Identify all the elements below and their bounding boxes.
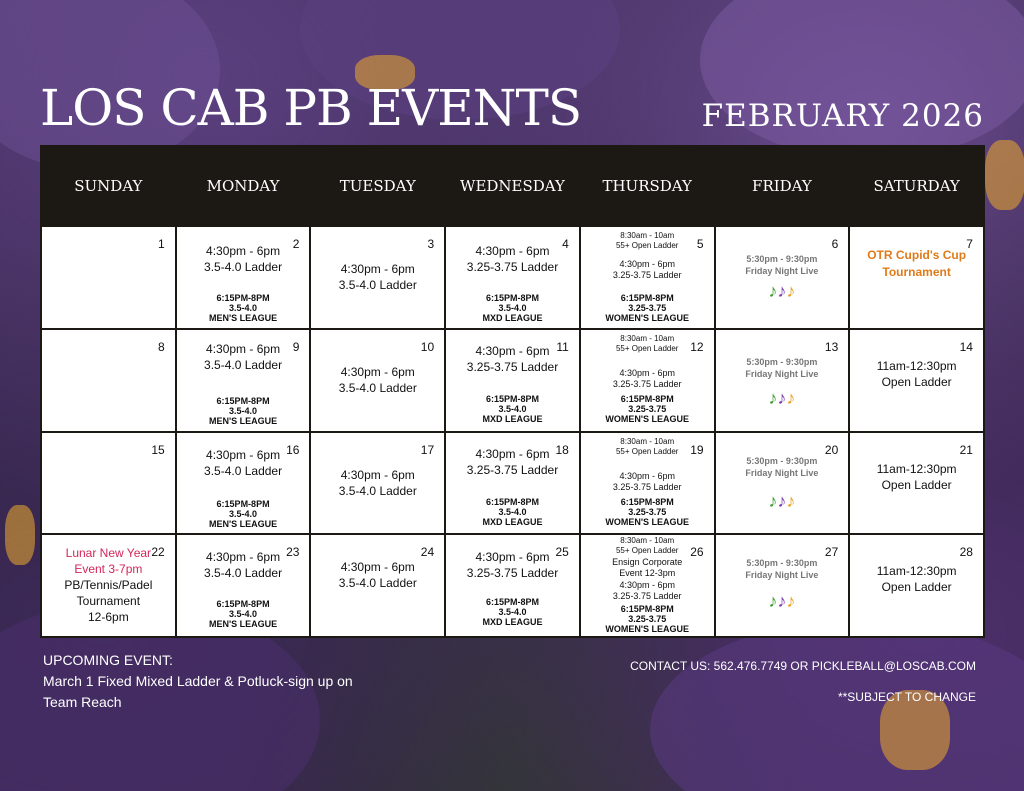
day-cell-28 xyxy=(850,535,983,636)
day-number: 9 xyxy=(292,339,300,354)
contact-info xyxy=(630,651,976,713)
day-cell-26 xyxy=(581,535,714,636)
day-cell-17 xyxy=(311,433,444,534)
disclaimer-text: **SUBJECT TO CHANGE xyxy=(837,690,976,704)
league-event: 6:15PM-8PM 3.5-4.0 MXD LEAGUE xyxy=(482,393,543,424)
ladder-event: 4:30pm - 6pm 3.25-3.75 Ladder xyxy=(466,244,559,274)
ladder-event: 4:30pm - 6pm 3.25-3.75 Ladder xyxy=(612,367,682,389)
day-cell-19 xyxy=(581,433,714,534)
day-number: 25 xyxy=(555,545,569,560)
day-number: 28 xyxy=(959,545,973,560)
league-event: 6:15PM-8PM 3.5-4.0 MXD LEAGUE xyxy=(482,496,543,527)
day-cell-24 xyxy=(311,535,444,636)
ladder-event: 4:30pm - 6pm 3.5-4.0 Ladder xyxy=(338,262,417,292)
ladder-event: 4:30pm - 6pm 3.5-4.0 Ladder xyxy=(204,447,283,478)
ladder-event: 4:30pm - 6pm 3.25-3.75 Ladder xyxy=(466,550,559,581)
day-header-saturday: SATURDAY xyxy=(850,147,983,225)
day-number: 19 xyxy=(690,442,704,457)
friday-night-live-event: 5:30pm - 9:30pm Friday Night Live xyxy=(745,455,819,478)
corporate-event: Ensign Corporate Event 12-3pm xyxy=(612,557,683,579)
day-number: 13 xyxy=(824,339,839,354)
ladder-event: 4:30pm - 6pm 3.25-3.75 Ladder xyxy=(612,470,682,492)
day-number: 24 xyxy=(420,545,435,560)
ladder-event: 4:30pm - 6pm 3.25-3.75 Ladder xyxy=(466,343,559,374)
ladder-event: 4:30pm - 6pm 3.5-4.0 Ladder xyxy=(338,364,417,395)
league-event: 6:15PM-8PM 3.5-4.0 MXD LEAGUE xyxy=(482,597,543,628)
day-number: 18 xyxy=(555,442,569,457)
open-ladder-event: 11am-12:30pm Open Ladder xyxy=(876,461,957,492)
music-notes-icon: ♪♪♪ xyxy=(768,490,796,511)
day-number: 12 xyxy=(690,339,704,354)
ladder-event: 4:30pm - 6pm 3.5-4.0 Ladder xyxy=(204,341,283,372)
day-number: 15 xyxy=(151,442,165,457)
friday-night-live-event: 5:30pm - 9:30pm Friday Night Live xyxy=(745,254,819,276)
day-header-friday: FRIDAY xyxy=(716,147,849,225)
day-number: 4 xyxy=(562,237,569,251)
tournament-event: OTR Cupid's Cup Tournament xyxy=(867,248,967,279)
flower-stamen-decoration xyxy=(985,140,1024,210)
open-ladder-event: 11am-12:30pm Open Ladder xyxy=(876,358,957,389)
league-event: 6:15PM-8PM 3.5-4.0 MXD LEAGUE xyxy=(482,293,543,323)
day-number: 2 xyxy=(292,237,300,251)
music-notes-icon: ♪♪♪ xyxy=(768,591,796,612)
league-event: 6:15PM-8PM 3.5-4.0 MEN'S LEAGUE xyxy=(208,395,278,426)
day-cell-3 xyxy=(311,227,444,328)
day-cell-27 xyxy=(716,535,849,636)
day-number: 23 xyxy=(286,545,300,560)
ladder-event: 4:30pm - 6pm 3.25-3.75 Ladder xyxy=(466,446,559,477)
month-title: FEBRUARY 2026 xyxy=(701,98,984,134)
day-number: 8 xyxy=(158,339,165,354)
ladder-event: 4:30pm - 6pm 3.5-4.0 Ladder xyxy=(204,550,283,581)
day-number: 22 xyxy=(151,545,165,560)
day-number: 14 xyxy=(959,339,973,354)
day-header-wednesday: WEDNESDAY xyxy=(446,147,579,225)
day-number: 11 xyxy=(556,339,569,354)
day-cell-14 xyxy=(850,330,983,431)
upcoming-text: March 1 Fixed Mixed Ladder & Potluck-sign up on Team Reach xyxy=(43,673,353,710)
day-header-monday: MONDAY xyxy=(177,147,310,225)
day-cell-25 xyxy=(446,535,579,636)
ladder-event: 4:30pm - 6pm 3.5-4.0 Ladder xyxy=(338,467,417,498)
day-cell-13 xyxy=(716,330,849,431)
league-event: 6:15PM-8PM 3.25-3.75 WOMEN'S LEAGUE xyxy=(605,293,690,323)
day-cell-11 xyxy=(446,330,579,431)
day-header-sunday: SUNDAY xyxy=(42,147,175,225)
day-cell-9 xyxy=(177,330,310,431)
day-number: 3 xyxy=(427,237,435,251)
upcoming-event xyxy=(43,650,363,713)
day-number: 20 xyxy=(824,442,839,457)
day-header-tuesday: TUESDAY xyxy=(311,147,444,225)
day-number: 27 xyxy=(824,545,839,560)
day-cell-7 xyxy=(850,227,983,328)
contact-text: CONTACT US: 562.476.7749 OR PICKLEBALL@LOSCAB.COM xyxy=(630,659,976,673)
league-event: 6:15PM-8PM 3.25-3.75 WOMEN'S LEAGUE xyxy=(605,393,690,424)
day-number: 21 xyxy=(959,442,973,457)
music-notes-icon: ♪♪♪ xyxy=(768,387,796,408)
day-number: 16 xyxy=(286,442,300,457)
league-event: 6:15PM-8PM 3.5-4.0 MEN'S LEAGUE xyxy=(208,599,278,630)
league-event: 6:15PM-8PM 3.5-4.0 MEN'S LEAGUE xyxy=(208,498,278,529)
league-event: 6:15PM-8PM 3.25-3.75 WOMEN'S LEAGUE xyxy=(605,604,690,635)
open-ladder-event: 8:30am - 10am 55+ Open Ladder xyxy=(615,231,679,250)
friday-night-live-event: 5:30pm - 9:30pm Friday Night Live xyxy=(745,356,819,379)
day-cell-1 xyxy=(42,227,175,328)
day-cell-10 xyxy=(311,330,444,431)
flower-stamen-decoration xyxy=(5,505,35,565)
day-cell-8 xyxy=(42,330,175,431)
day-cell-6 xyxy=(716,227,849,328)
day-cell-5 xyxy=(581,227,714,328)
day-cell-18 xyxy=(446,433,579,534)
day-cell-2 xyxy=(177,227,310,328)
page-title: LOS CAB PB EVENTS xyxy=(40,79,582,137)
day-cell-12 xyxy=(581,330,714,431)
league-event: 6:15PM-8PM 3.25-3.75 WOMEN'S LEAGUE xyxy=(605,496,690,527)
friday-night-live-event: 5:30pm - 9:30pm Friday Night Live xyxy=(745,558,819,581)
day-number: 5 xyxy=(696,237,704,251)
day-cell-4 xyxy=(446,227,579,328)
open-ladder-event: 8:30am - 10am 55+ Open Ladder xyxy=(615,333,679,353)
day-cell-20 xyxy=(716,433,849,534)
ladder-event: 4:30pm - 6pm 3.25-3.75 Ladder xyxy=(612,259,682,280)
open-ladder-event: 8:30am - 10am 55+ Open Ladder xyxy=(615,436,679,456)
upcoming-label: UPCOMING EVENT: xyxy=(43,652,173,668)
day-cell-16 xyxy=(177,433,310,534)
day-cell-21 xyxy=(850,433,983,534)
day-number: 1 xyxy=(158,237,165,251)
music-notes-icon: ♪♪♪ xyxy=(768,281,796,301)
league-event: 6:15PM-8PM 3.5-4.0 MEN'S LEAGUE xyxy=(208,293,278,323)
day-cell-23 xyxy=(177,535,310,636)
day-header-thursday: THURSDAY xyxy=(581,147,714,225)
day-number: 7 xyxy=(966,237,973,251)
open-ladder-event: 11am-12:30pm Open Ladder xyxy=(876,564,957,595)
open-ladder-event: 8:30am - 10am 55+ Open Ladder xyxy=(615,536,679,556)
ladder-event: 4:30pm - 6pm 3.5-4.0 Ladder xyxy=(204,244,283,274)
day-number: 26 xyxy=(690,545,704,560)
day-cell-22 xyxy=(42,535,175,636)
day-number: 17 xyxy=(420,442,435,457)
calendar-grid xyxy=(40,145,985,638)
flower-petal-decoration xyxy=(700,0,1024,160)
ladder-event: 4:30pm - 6pm 3.5-4.0 Ladder xyxy=(338,560,417,591)
ladder-event: 4:30pm - 6pm 3.25-3.75 Ladder xyxy=(612,580,682,602)
day-number: 6 xyxy=(831,237,839,251)
lunar-new-year-event: Lunar New Year Event 3-7pm PB/Tennis/Padel Tournament 12-6pm xyxy=(64,546,153,625)
day-cell-15 xyxy=(42,433,175,534)
day-number: 10 xyxy=(420,339,435,354)
